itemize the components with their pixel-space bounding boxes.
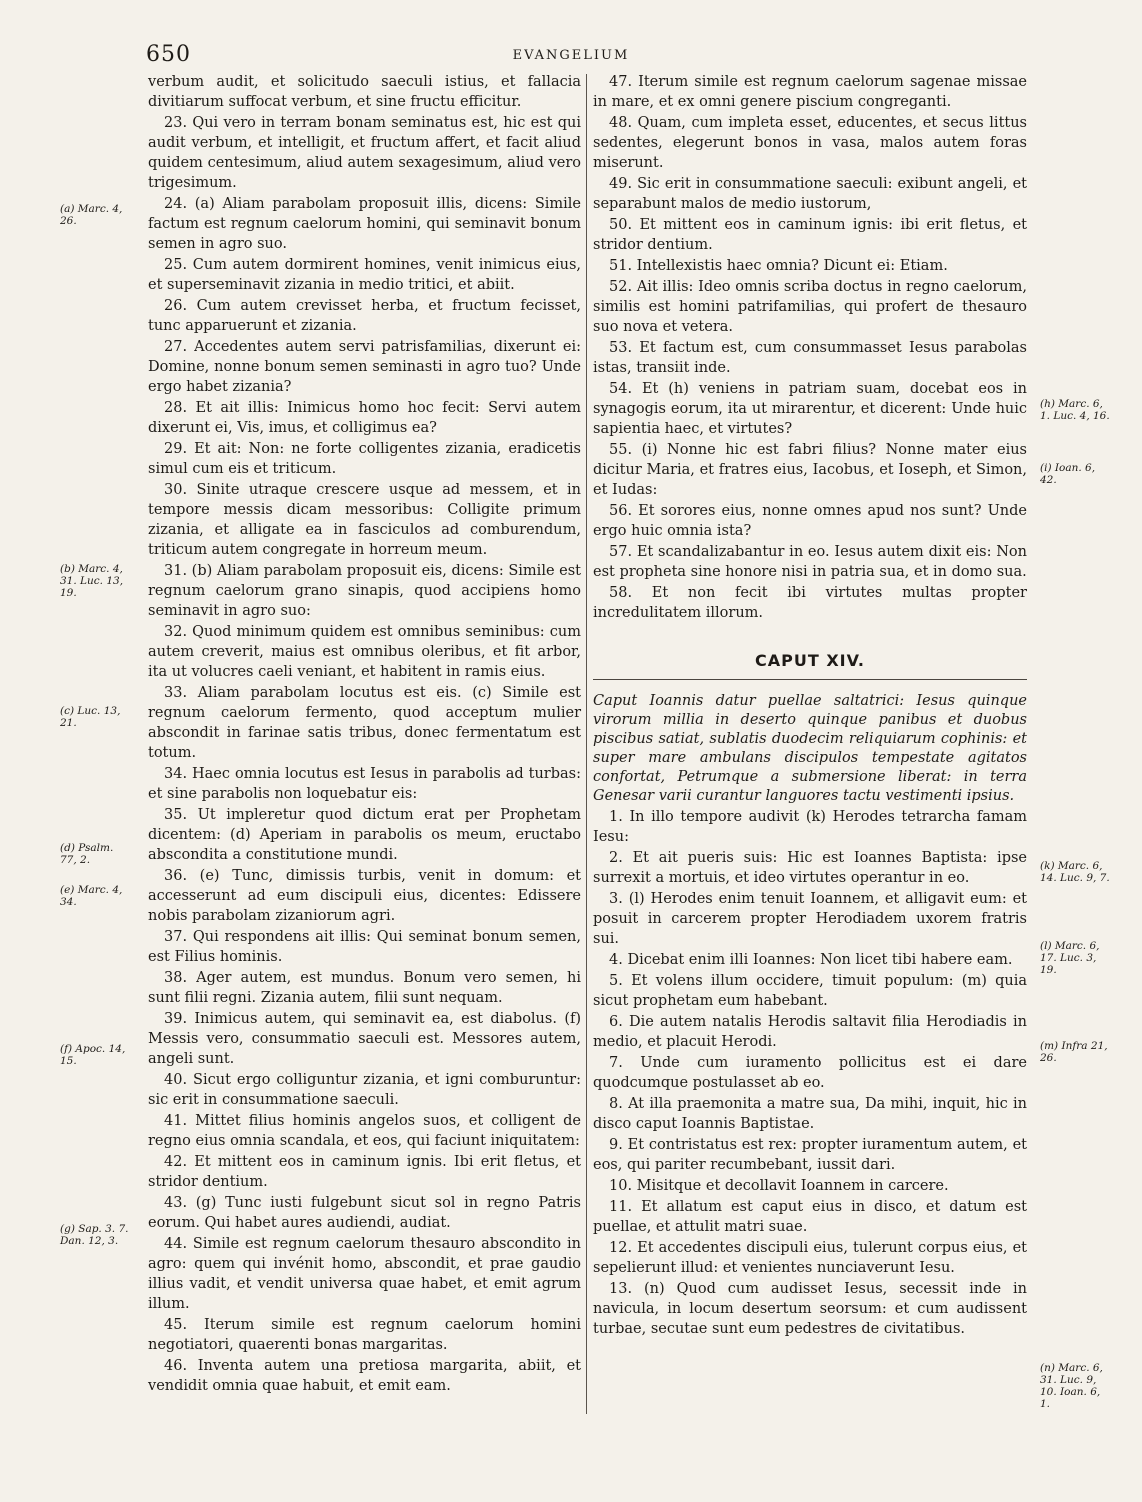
verse-8: 8. At illa praemonita a matre sua, Da mihi, inquit, hic in disco caput Ioannis Baptistae.: [593, 1096, 1027, 1132]
verse-50: 50. Et mittent eos in caminum ignis: ibi erit fletus, et stridor dentium.: [593, 217, 1027, 253]
verse-37: 37. Qui respondens ait illis: Qui seminat bonum semen, est Filius hominis.: [148, 929, 581, 965]
column-divider: [586, 74, 587, 1414]
verse-9: 9. Et contristatus est rex: propter iuramentum autem, et eos, qui pariter recumbebant, iussit dari.: [593, 1137, 1027, 1173]
verse-29: 29. Et ait: Non: ne forte colligentes zizania, eradicetis simul cum eis et triticum.: [148, 441, 581, 477]
verse-53: 53. Et factum est, cum consummasset Iesus parabolas istas, transiit inde.: [593, 340, 1027, 376]
verse-42: 42. Et mittent eos in caminum ignis. Ibi erit fletus, et stridor dentium.: [148, 1154, 581, 1190]
verse-57: 57. Et scandalizabantur in eo. Iesus autem dixit eis: Non est propheta sine honore nisi in patria sua, et in domo sua.: [593, 544, 1027, 580]
verse-46: 46. Inventa autem una pretiosa margarita, abiit, et vendidit omnia quae habuit, et emit eam.: [148, 1358, 581, 1394]
chapter-title: CAPUT XIV.: [754, 651, 865, 670]
margin-note-c: (c) Luc. 13, 21.: [60, 705, 121, 729]
verse-56: 56. Et sorores eius, nonne omnes apud nos sunt? Unde ergo huic omnia ista?: [593, 503, 1027, 539]
verse-10: 10. Misitque et decollavit Ioannem in carcere.: [609, 1178, 949, 1194]
verse-58: 58. Et non fecit ibi virtutes multas propter incredulitatem illorum.: [593, 585, 1027, 621]
margin-note-m: (m) Infra 21, 26.: [1040, 1040, 1108, 1064]
running-title: EVANGELIUM: [512, 48, 630, 63]
right-column: [593, 72, 1027, 1339]
margin-note-g: (g) Sap. 3. 7. Dan. 12, 3.: [60, 1223, 129, 1247]
verse-39: 39. Inimicus autem, qui seminavit ea, est diabolus. (f) Messis vero, consummatio saeculi est. Messores autem, angeli sunt.: [148, 1011, 581, 1067]
verse-51: 51. Intellexistis haec omnia? Dicunt ei: Etiam.: [609, 258, 948, 274]
verse-11: 11. Et allatum est caput eius in disco, et datum est puellae, et attulit matri suae.: [593, 1199, 1027, 1235]
verse-1: 1. In illo tempore audivit (k) Herodes tetrarcha famam Iesu:: [593, 809, 1027, 845]
verse-48: 48. Quam, cum impleta esset, educentes, et secus littus sedentes, elegerunt bonos in vasa, malos autem foras miserunt.: [593, 115, 1027, 171]
verse-35: 35. Ut impleretur quod dictum erat per Prophetam dicentem: (d) Aperiam in parabolis os meum, eructabo abscondita a constitutione mundi.: [148, 807, 581, 863]
verse-38: 38. Ager autem, est mundus. Bonum vero semen, hi sunt filii regni. Zizania autem, filii sunt nequam.: [148, 970, 581, 1006]
verse-3: 3. (l) Herodes enim tenuit Ioannem, et alligavit eum: et posuit in carcerem propter Herodiadem uxorem fratris sui.: [593, 891, 1027, 947]
verse-33: 33. Aliam parabolam locutus est eis. (c) Simile est regnum caelorum fermento, quod acceptum mulier abscondit in farinae satis tribus, donec fermentatum est totum.: [148, 685, 581, 761]
verse-5: 5. Et volens illum occidere, timuit populum: (m) quia sicut prophetam eum habebant.: [593, 973, 1027, 1009]
margin-note-b: (b) Marc. 4, 31. Luc. 13, 19.: [60, 563, 124, 599]
verse-31: 31. (b) Aliam parabolam proposuit eis, dicens: Simile est regnum caelorum grano sinapis, quod accipiens homo seminavit in agro suo:: [148, 563, 581, 619]
verse-25: 25. Cum autem dormirent homines, venit inimicus eius, et superseminavit zizania in medio tritici, et abiit.: [148, 257, 581, 293]
margin-note-k: (k) Marc. 6, 14. Luc. 9, 7.: [1040, 860, 1110, 884]
verse-7: 7. Unde cum iuramento pollicitus est ei dare quodcumque postulasset ab eo.: [593, 1055, 1027, 1091]
margin-note-a: (a) Marc. 4, 26.: [60, 203, 123, 227]
verse-34: 34. Haec omnia locutus est Iesus in parabolis ad turbas: et sine parabolis non loquebatur eis:: [148, 766, 581, 802]
verse-49: 49. Sic erit in consummatione saeculi: exibunt angeli, et separabunt malos de medio iustorum,: [593, 176, 1027, 212]
verse-44: 44. Simile est regnum caelorum thesauro abscondito in agro: quem qui invénit homo, abscondit, et prae gaudio illius vadit, et vendit universa quae habet, et emit agrum illum.: [148, 1236, 581, 1312]
verse-41: 41. Mittet filius hominis angelos suos, et colligent de regno eius omnia scandala, et eos, qui faciunt iniquitatem:: [148, 1113, 581, 1149]
margin-note-f: (f) Apoc. 14, 15.: [60, 1043, 126, 1067]
verse-55: 55. (i) Nonne hic est fabri filius? Nonne mater eius dicitur Maria, et fratres eius, Iacobus, et Ioseph, et Simon, et Iudas:: [593, 442, 1027, 498]
verse-6: 6. Die autem natalis Herodis saltavit filia Herodiadis in medio, et placuit Herodi.: [593, 1014, 1027, 1050]
verse-45: 45. Iterum simile est regnum caelorum homini negotiatori, quaerenti bonas margaritas.: [148, 1317, 581, 1353]
verse-12: 12. Et accedentes discipuli eius, tulerunt corpus eius, et sepelierunt illud: et venientes nunciaverunt Iesu.: [593, 1240, 1027, 1276]
verse-26: 26. Cum autem crevisset herba, et fructum fecisset, tunc apparuerunt et zizania.: [148, 298, 581, 334]
verse-4: 4. Dicebat enim illi Ioannes: Non licet tibi habere eam.: [609, 952, 1013, 968]
verse-47: 47. Iterum simile est regnum caelorum sagenae missae in mare, et ex omni genere piscium congreganti.: [593, 74, 1027, 110]
page-number: 650: [146, 42, 191, 67]
verse-30: 30. Sinite utraque crescere usque ad messem, et in tempore messis dicam messoribus: Colligite primum zizania, et alligate ea in fasciculos ad comburendum, triticum autem congregate in horreum meum.: [148, 482, 581, 558]
verse-32: 32. Quod minimum quidem est omnibus seminibus: cum autem creverit, maius est omnibus oleribus, et fit arbor, ita ut volucres caeli veniant, et habitent in ramis eius.: [148, 624, 581, 680]
verse-28: 28. Et ait illis: Inimicus homo hoc fecit: Servi autem dixerunt ei, Vis, imus, et colligimus ea?: [148, 400, 581, 436]
verse-43: 43. (g) Tunc iusti fulgebunt sicut sol in regno Patris eorum. Qui habet aures audiendi, audiat.: [148, 1195, 581, 1231]
verse-2: 2. Et ait pueris suis: Hic est Ioannes Baptista: ipse surrexit a mortuis, et ideo virtutes operantur in eo.: [593, 850, 1027, 886]
verse: verbum audit, et solicitudo saeculi istius, et fallacia divitiarum suffocat verbum, et sine fructu efficitur.: [148, 74, 581, 110]
verse-54: 54. Et (h) veniens in patriam suam, docebat eos in synagogis eorum, ita ut mirarentur, et dicerent: Unde huic sapientia haec, et virtutes?: [593, 381, 1027, 437]
margin-note-e: (e) Marc. 4, 34.: [60, 884, 123, 908]
verse-23: 23. Qui vero in terram bonam seminatus est, hic est qui audit verbum, et intelligit, et fructum affert, et facit aliud quidem centesimum, aliud autem sexagesimum, aliud vero trigesimum.: [148, 115, 581, 191]
margin-note-n: (n) Marc. 6, 31. Luc. 9, 10. Ioan. 6, 1.: [1040, 1362, 1103, 1410]
verse-36: 36. (e) Tunc, dimissis turbis, venit in domum: et accesserunt ad eum discipuli eius, dicentes: Edissere nobis parabolam zizaniorum agri.: [148, 868, 581, 924]
margin-note-d: (d) Psalm. 77, 2.: [60, 842, 114, 866]
verse-27: 27. Accedentes autem servi patrisfamilias, dixerunt ei: Domine, nonne bonum semen seminasti in agro tuo? Unde ergo habet zizania?: [148, 339, 581, 395]
page-header: [0, 42, 1142, 72]
verse-13: 13. (n) Quod cum audisset Iesus, secessit inde in navicula, in locum desertum seorsum: et cum audissent turbae, secutae sunt eum pedestres de civitatibus.: [593, 1281, 1027, 1337]
margin-note-i: (i) Ioan. 6, 42.: [1040, 462, 1096, 486]
verse-52: 52. Ait illis: Ideo omnis scriba doctus in regno caelorum, similis est homini patrifamilias, qui profert de thesauro suo nova et vetera.: [593, 279, 1027, 335]
chapter-summary: Caput Ioannis datur puellae saltatrici: Iesus quinque virorum millia in deserto quinque panibus et duobus piscibus satiat, sublatis duodecim reliquiarum cophinis: et super mare ambulans discipulos tempestate agitatos confortat, Petrumque a submersione liberat: in terra Genesar varii curantur languores tactu vestimenti ipsius.: [593, 679, 1027, 806]
left-column: [148, 72, 581, 1396]
margin-note-l: (l) Marc. 6, 17. Luc. 3, 19.: [1040, 940, 1100, 976]
verse-40: 40. Sicut ergo colliguntur zizania, et igni comburuntur: sic erit in consummatione saeculi.: [148, 1072, 581, 1108]
margin-note-h: (h) Marc. 6, 1. Luc. 4, 16.: [1040, 398, 1110, 422]
verse-24: 24. (a) Aliam parabolam proposuit illis, dicens: Simile factum est regnum caelorum homini, qui seminavit bonum semen in agro suo.: [148, 196, 581, 252]
